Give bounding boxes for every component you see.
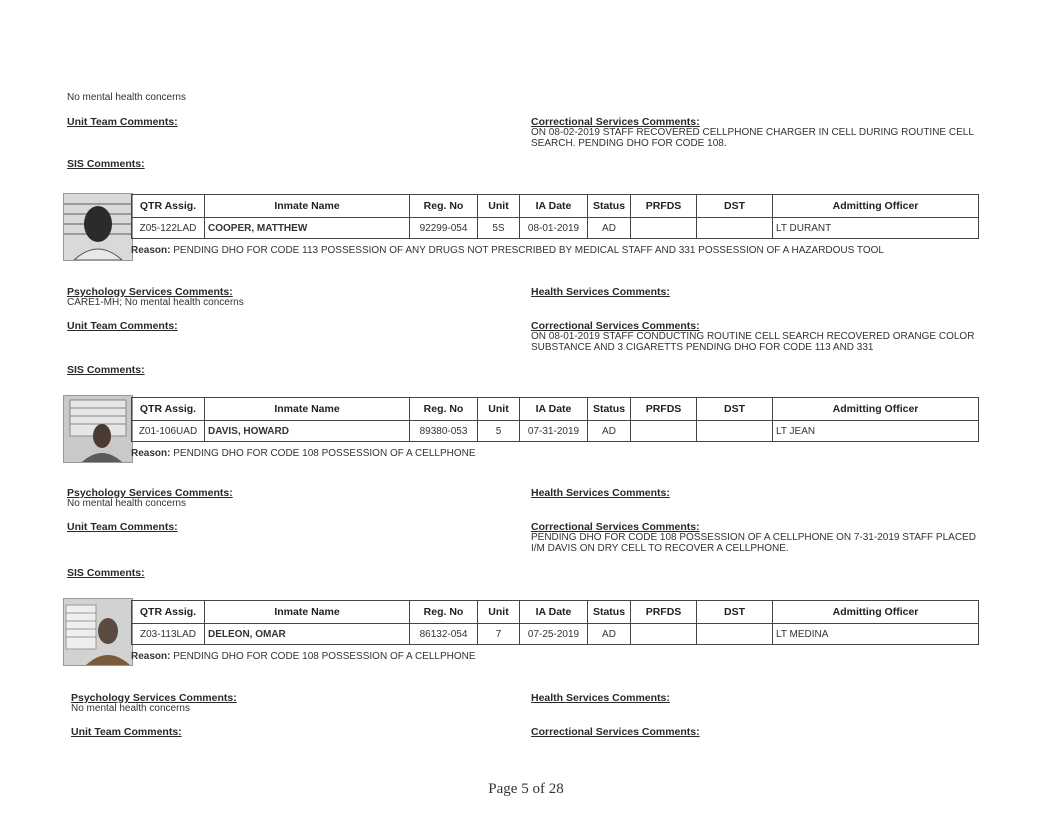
inmate-table — [131, 397, 979, 442]
col-prfds: PRFDS — [631, 195, 697, 218]
col-officer: Admitting Officer — [773, 601, 979, 624]
prfds-cell — [631, 218, 697, 239]
correctional-heading: Correctional Services Comments: — [531, 320, 700, 332]
correctional-text: PENDING DHO FOR CODE 108 POSSESSION OF A CELLPHONE ON 7-31-2019 STAFF PLACED I/M DAVIS ON DRY CELL TO RECOVER A CELLPHONE. — [531, 532, 976, 554]
reason-text: PENDING DHO FOR CODE 108 POSSESSION OF A CELLPHONE — [173, 651, 476, 662]
status-cell: AD — [588, 421, 631, 442]
col-officer: Admitting Officer — [773, 398, 979, 421]
reason-line — [131, 651, 476, 662]
col-status: Status — [588, 398, 631, 421]
col-unit: Unit — [478, 398, 520, 421]
reason-label: Reason: — [131, 651, 171, 662]
top-correctional-heading: Correctional Services Comments: — [531, 116, 700, 128]
col-qtr: QTR Assig. — [132, 601, 205, 624]
sis-heading: SIS Comments: — [67, 567, 145, 579]
inmate-photo — [63, 598, 133, 666]
col-prfds: PRFDS — [631, 398, 697, 421]
col-reg: Reg. No — [410, 195, 478, 218]
col-qtr: QTR Assig. — [132, 195, 205, 218]
psych-heading: Psychology Services Comments: — [71, 692, 237, 704]
unit-cell: 7 — [478, 624, 520, 645]
col-name: Inmate Name — [205, 195, 410, 218]
col-dst: DST — [697, 398, 773, 421]
dst-cell — [697, 624, 773, 645]
name-cell: DELEON, OMAR — [205, 624, 410, 645]
prfds-cell — [631, 624, 697, 645]
qtr-cell: Z03-113LAD — [132, 624, 205, 645]
reg-cell: 89380-053 — [410, 421, 478, 442]
ia-date-cell: 08-01-2019 — [520, 218, 588, 239]
correctional-heading: Correctional Services Comments: — [531, 521, 700, 533]
health-heading: Health Services Comments: — [531, 692, 670, 704]
col-qtr: QTR Assig. — [132, 398, 205, 421]
table-row — [132, 624, 979, 645]
unit-team-heading: Unit Team Comments: — [67, 320, 178, 332]
dst-cell — [697, 421, 773, 442]
col-unit: Unit — [478, 601, 520, 624]
top-correctional-text: ON 08-02-2019 STAFF RECOVERED CELLPHONE CHARGER IN CELL DURING ROUTINE CELL SEARCH. PENDING DHO FOR CODE 108. — [531, 127, 974, 149]
reason-line — [131, 245, 884, 256]
unit-cell: 5S — [478, 218, 520, 239]
status-cell: AD — [588, 624, 631, 645]
prfds-cell — [631, 421, 697, 442]
qtr-cell: Z01-106UAD — [132, 421, 205, 442]
col-status: Status — [588, 195, 631, 218]
unit-cell: 5 — [478, 421, 520, 442]
table-header-row — [132, 601, 979, 624]
col-prfds: PRFDS — [631, 601, 697, 624]
reg-cell: 86132-054 — [410, 624, 478, 645]
dst-cell — [697, 218, 773, 239]
unit-team-heading: Unit Team Comments: — [67, 521, 178, 533]
name-cell: COOPER, MATTHEW — [205, 218, 410, 239]
correctional-heading: Correctional Services Comments: — [531, 726, 700, 738]
officer-cell: LT MEDINA — [773, 624, 979, 645]
inmate-photo — [63, 395, 133, 463]
col-ia-date: IA Date — [520, 398, 588, 421]
sis-heading: SIS Comments: — [67, 364, 145, 376]
inmate-photo-placeholder-icon — [64, 194, 132, 260]
psych-text: No mental health concerns — [71, 703, 190, 714]
col-officer: Admitting Officer — [773, 195, 979, 218]
table-row — [132, 218, 979, 239]
health-heading: Health Services Comments: — [531, 487, 670, 499]
table-row — [132, 421, 979, 442]
inmate-table — [131, 194, 979, 239]
col-unit: Unit — [478, 195, 520, 218]
reason-label: Reason: — [131, 245, 171, 256]
officer-cell: LT JEAN — [773, 421, 979, 442]
col-name: Inmate Name — [205, 601, 410, 624]
col-ia-date: IA Date — [520, 601, 588, 624]
psych-heading: Psychology Services Comments: — [67, 286, 233, 298]
reg-cell: 92299-054 — [410, 218, 478, 239]
ia-date-cell: 07-25-2019 — [520, 624, 588, 645]
inmate-table — [131, 600, 979, 645]
col-dst: DST — [697, 601, 773, 624]
col-status: Status — [588, 601, 631, 624]
name-cell: DAVIS, HOWARD — [205, 421, 410, 442]
reason-text: PENDING DHO FOR CODE 108 POSSESSION OF A CELLPHONE — [173, 448, 476, 459]
top-unit-team-heading: Unit Team Comments: — [67, 116, 178, 128]
health-heading: Health Services Comments: — [531, 286, 670, 298]
col-name: Inmate Name — [205, 398, 410, 421]
col-reg: Reg. No — [410, 601, 478, 624]
col-reg: Reg. No — [410, 398, 478, 421]
reason-label: Reason: — [131, 448, 171, 459]
psych-text: No mental health concerns — [67, 498, 186, 509]
reason-line — [131, 448, 476, 459]
qtr-cell: Z05-122LAD — [132, 218, 205, 239]
top-sis-heading: SIS Comments: — [67, 158, 145, 170]
top-psych-text: No mental health concerns — [67, 92, 186, 103]
col-dst: DST — [697, 195, 773, 218]
status-cell: AD — [588, 218, 631, 239]
psych-text: CARE1-MH; No mental health concerns — [67, 297, 244, 308]
psych-heading: Psychology Services Comments: — [67, 487, 233, 499]
officer-cell: LT DURANT — [773, 218, 979, 239]
page-number: Page 5 of 28 — [488, 781, 564, 797]
table-header-row — [132, 398, 979, 421]
reason-text: PENDING DHO FOR CODE 113 POSSESSION OF ANY DRUGS NOT PRESCRIBED BY MEDICAL STAFF AND 331 POSSESSION OF A HAZARDOUS TOOL — [173, 245, 884, 256]
col-ia-date: IA Date — [520, 195, 588, 218]
ia-date-cell: 07-31-2019 — [520, 421, 588, 442]
unit-team-heading: Unit Team Comments: — [71, 726, 182, 738]
inmate-photo — [63, 193, 133, 261]
inmate-photo-placeholder-icon — [64, 599, 132, 665]
correctional-text: ON 08-01-2019 STAFF CONDUCTING ROUTINE CELL SEARCH RECOVERED ORANGE COLOR SUBSTANCE AND 3 CIGARETTS PENDING DHO FOR CODE 113 AND 331 — [531, 331, 975, 353]
inmate-photo-placeholder-icon — [64, 396, 132, 462]
table-header-row — [132, 195, 979, 218]
